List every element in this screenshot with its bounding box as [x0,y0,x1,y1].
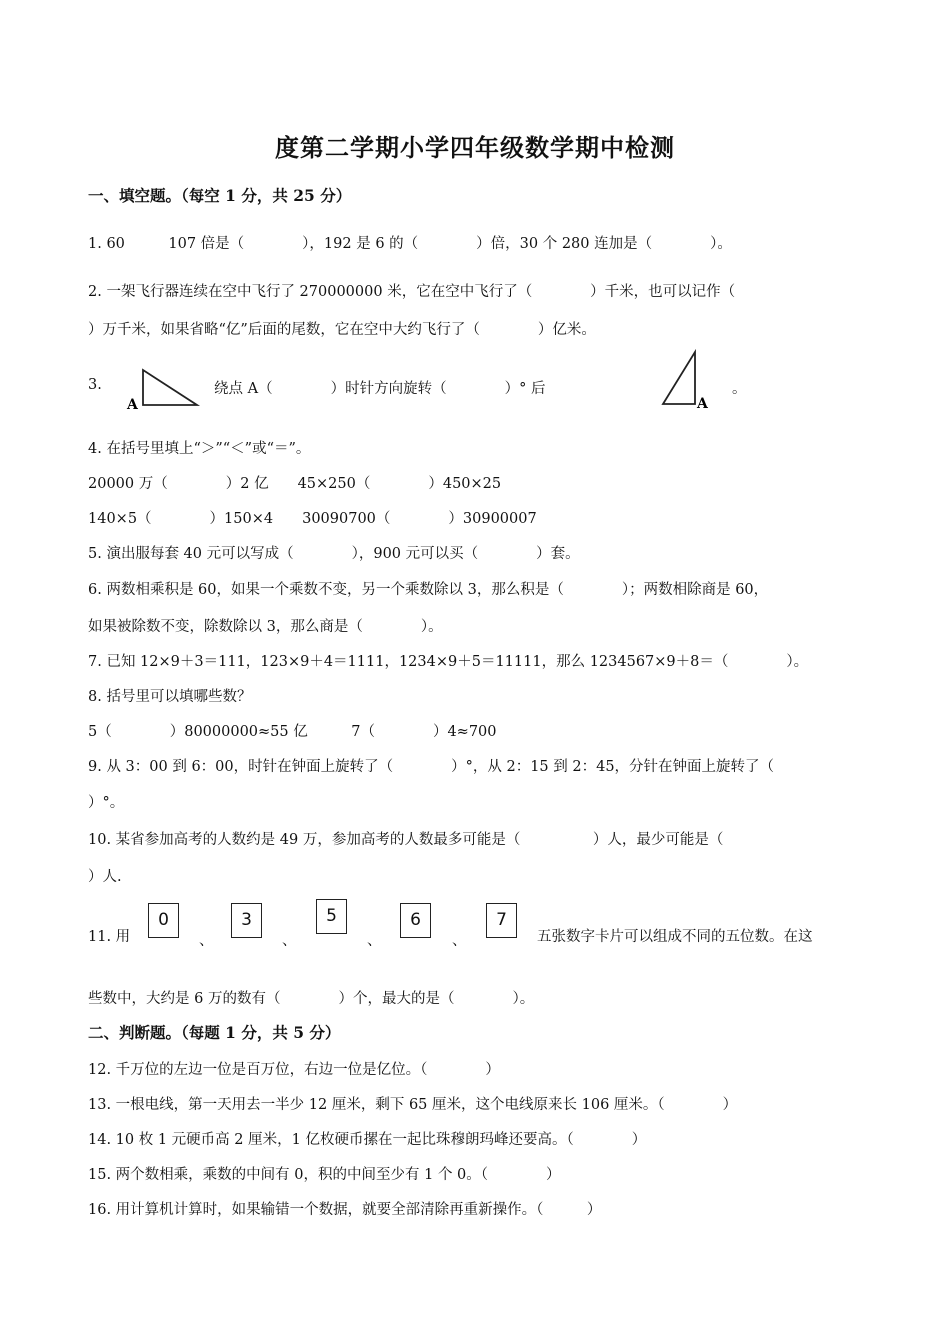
number-card-7: 7 [486,903,517,938]
question-4: 4. 在括号里填上“＞”“＜”或“＝”。 [88,441,311,457]
separator: 、 [282,933,297,949]
question-16: 16. 用计算机计算时，如果输错一个数据，就要全部清除再重新操作。（ ） [88,1202,602,1218]
section-judgement-heading: 二、判断题。（每题 1 分，共 5 分） [88,1023,341,1042]
question-9-line1: 9. 从 3：00 到 6：00，时针在钟面上旋转了（ ）°，从 2：15 到 2：45，分针在钟面上旋转了（ [88,759,775,775]
number-card-5: 5 [316,899,347,934]
question-12: 12. 千万位的左边一位是百万位，右边一位是亿位。（ ） [88,1062,500,1078]
question-2-line1: 2. 一架飞行器连续在空中飞行了 270000000 米，它在空中飞行了（ ）千米，也可以记作（ [88,284,736,300]
question-14: 14. 10 枚 1 元硬币高 2 厘米，1 亿枚硬币摞在一起比珠穆朗玛峰还要高。（ ） [88,1132,647,1148]
question-3-end: 。 [732,381,747,397]
question-1: 1. 60 107 倍是（ ），192 是 6 的（ ）倍，30 个 280 连加是（ ）。 [88,236,732,252]
question-11-prefix: 11. 用 [88,929,131,945]
question-11-line2: 些数中，大约是 6 万的数有（ ）个，最大的是（ ）。 [88,991,535,1007]
triangle-before-rotation-icon [125,365,205,411]
question-10-line1: 10. 某省参加高考的人数约是 49 万，参加高考的人数最多可能是（ ）人，最少可能是（ [88,832,724,848]
question-4-row1: 20000 万（ ）2 亿 45×250（ ）450×25 [88,476,502,492]
page-title: 度第二学期小学四年级数学期中检测 [275,133,675,162]
question-8: 8. 括号里可以填哪些数？ [88,689,252,705]
number-card-3: 3 [231,903,262,938]
number-card-0: 0 [148,903,179,938]
question-6-line2: 如果被除数不变，除数除以 3，那么商是（ ）。 [88,619,443,635]
question-3-number: 3. [88,377,102,393]
separator: 、 [452,933,467,949]
question-5: 5. 演出服每套 40 元可以写成（ ），900 元可以买（ ）套。 [88,546,580,562]
question-11-suffix: 五张数字卡片可以组成不同的五位数。在这 [537,929,813,945]
question-7: 7. 已知 12×9＋3＝111，123×9＋4＝1111，1234×9＋5＝11111，那么 1234567×9＋8＝（ ）。 [88,654,809,670]
separator: 、 [199,933,214,949]
question-4-row2: 140×5（ ）150×4 30090700（ ）30900007 [88,511,537,527]
question-3-text: 绕点 A（ ）时针方向旋转（ ）° 后 [214,381,546,397]
point-a-label-2: A [697,396,708,412]
separator: 、 [367,933,382,949]
triangle-after-rotation-icon [655,348,725,412]
number-card-6: 6 [400,903,431,938]
question-9-line2: ）°。 [88,795,125,811]
question-10-line2: ）人. [88,869,122,885]
question-15: 15. 两个数相乘，乘数的中间有 0，积的中间至少有 1 个 0。（ ） [88,1167,561,1183]
section-fill-in-heading: 一、填空题。（每空 1 分，共 25 分） [88,186,352,205]
point-a-label-1: A [127,397,138,411]
question-2-line2: ）万千米，如果省略“亿”后面的尾数，它在空中大约飞行了（ ）亿米。 [88,322,596,338]
question-8-row: 5（ ）80000000≈55 亿 7（ ）4≈700 [88,724,497,740]
question-13: 13. 一根电线，第一天用去一半少 12 厘米，剩下 65 厘米，这个电线原来长 106 厘米。（ ） [88,1097,738,1113]
question-6-line1: 6. 两数相乘积是 60，如果一个乘数不变，另一个乘数除以 3，那么积是（ ）；两数相除商是 60， [88,582,769,598]
